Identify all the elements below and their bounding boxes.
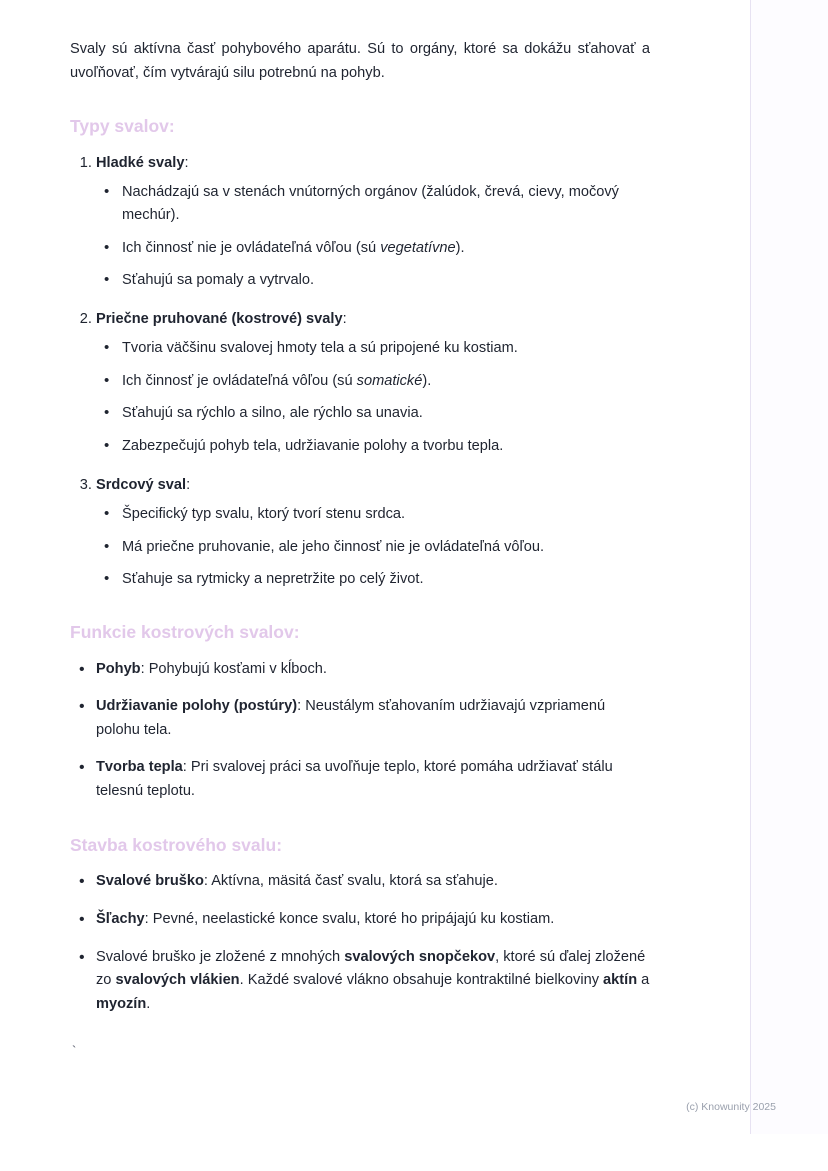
section-heading: Stavba kostrového svalu: — [70, 834, 283, 855]
list-item: • Ich činnosť nie je ovládateľná vôľou (sú vegetatívne). — [120, 237, 650, 260]
list-item — [96, 695, 650, 742]
emphasis-text: vegetatívne — [380, 239, 456, 256]
section-heading: Typy svalov: — [70, 116, 175, 137]
list-item: • Sťahujú sa rýchlo a silno, ale rýchlo sa unavia. — [120, 402, 650, 425]
emphasis-text: somatické — [356, 372, 423, 389]
list-item: • Ich činnosť je ovládateľná vôľou (sú somatické). — [120, 370, 650, 393]
trailing-backtick: ` — [72, 1042, 77, 1058]
list-item-heading — [96, 152, 650, 175]
intro-paragraph: Svaly sú aktívna časť pohybového aparátu. Sú to orgány, ktoré sa dokážu sťahovať a uvoľňovať, čím vytvárajú silu potrebnú na pohyb. — [70, 41, 650, 81]
composite-bold-4: myozín — [96, 996, 147, 1013]
footer-copyright: (c) Knowunity 2025 — [686, 1101, 776, 1113]
composite-bold-2: svalových vlákien — [115, 972, 240, 989]
composite-bold-3: aktín — [603, 972, 638, 989]
section-heading: Funkcie kostrových svalov: — [70, 621, 300, 642]
list-item: • Špecifický typ svalu, ktorý tvorí stenu srdca. — [120, 503, 650, 526]
composite-part-4: a — [637, 972, 650, 989]
list-item-term-suffix: : — [186, 476, 191, 493]
list-item-term-suffix: : — [184, 155, 189, 172]
composite-part-2: , ktoré sú ďalej zložené zo — [96, 948, 646, 989]
list-item-text: : Pevné, neelastické konce svalu, ktoré ho pripájajú ku kostiam. — [144, 911, 555, 928]
list-item-term: Udržiavanie polohy (postúry) — [96, 698, 298, 715]
list-item: • Tvoria väčšinu svalovej hmoty tela a sú pripojené ku kostiam. — [120, 337, 650, 360]
section-typy-svalov — [70, 115, 650, 590]
list-item: • Nachádzajú sa v stenách vnútorných orgánov (žalúdok, črevá, cievy, močový mechúr). — [120, 181, 650, 226]
list-item — [96, 946, 650, 1017]
list-item-term: Tvorba tepla — [96, 759, 183, 776]
composite-part-3: . Každé svalové vlákno obsahuje kontraktilné bielkoviny — [239, 972, 604, 989]
list-item-term: Pohyb — [96, 660, 141, 677]
list-item — [96, 908, 650, 932]
list-item-term: Srdcový sval — [96, 476, 187, 493]
sub-bullet-list — [96, 503, 650, 591]
list-item — [96, 474, 650, 591]
structure-list — [70, 870, 650, 1016]
muscle-types-list — [70, 152, 650, 591]
list-item-text: : Pri svalovej práci sa uvoľňuje teplo, ktoré pomáha udržiavať stálu telesnú teplotu. — [96, 759, 613, 800]
list-item-term: Hladké svaly — [96, 155, 185, 172]
list-item: • Sťahujú sa pomaly a vytrvalo. — [120, 269, 650, 292]
list-item-heading — [96, 308, 650, 331]
section-funkcie-kostrovych-svalov — [70, 621, 650, 804]
list-item-heading — [96, 474, 650, 497]
composite-bold-1: svalových snopčekov — [344, 948, 496, 965]
list-item: • Sťahuje sa rytmicky a nepretržite po celý život. — [120, 568, 650, 591]
functions-list — [70, 658, 650, 804]
list-item-text: : Aktívna, mäsitá časť svalu, ktorá sa sťahuje. — [203, 873, 498, 890]
composite-part-1: Svalové bruško je zložené z mnohých — [96, 948, 345, 965]
document-content — [70, 38, 650, 1088]
list-item-text: : Neustálym sťahovaním udržiavajú vzpriamenú polohu tela. — [96, 698, 606, 738]
list-item-term: Šľachy — [96, 911, 145, 928]
list-item: • Zabezpečujú pohyb tela, udržiavanie polohy a tvorbu tepla. — [120, 435, 650, 458]
list-item — [96, 658, 650, 682]
list-item — [96, 870, 650, 894]
page-right-margin-strip — [750, 0, 828, 1134]
list-item-term: Svalové bruško — [96, 873, 204, 890]
composite-part-5: . — [146, 996, 151, 1013]
list-item — [96, 152, 650, 292]
section-stavba-kostroveho-svalu — [70, 834, 650, 1058]
list-item-term-suffix: : — [342, 310, 347, 327]
list-item: • Má priečne pruhovanie, ale jeho činnosť nie je ovládateľná vôľou. — [120, 536, 650, 559]
list-item-term: Priečne pruhované (kostrové) svaly — [96, 310, 343, 327]
list-item — [96, 756, 650, 803]
sub-bullet-list — [96, 181, 650, 291]
list-item — [96, 308, 650, 458]
list-item-text: : Pohybujú kosťami v kĺboch. — [140, 660, 327, 677]
sub-bullet-list — [96, 337, 650, 457]
